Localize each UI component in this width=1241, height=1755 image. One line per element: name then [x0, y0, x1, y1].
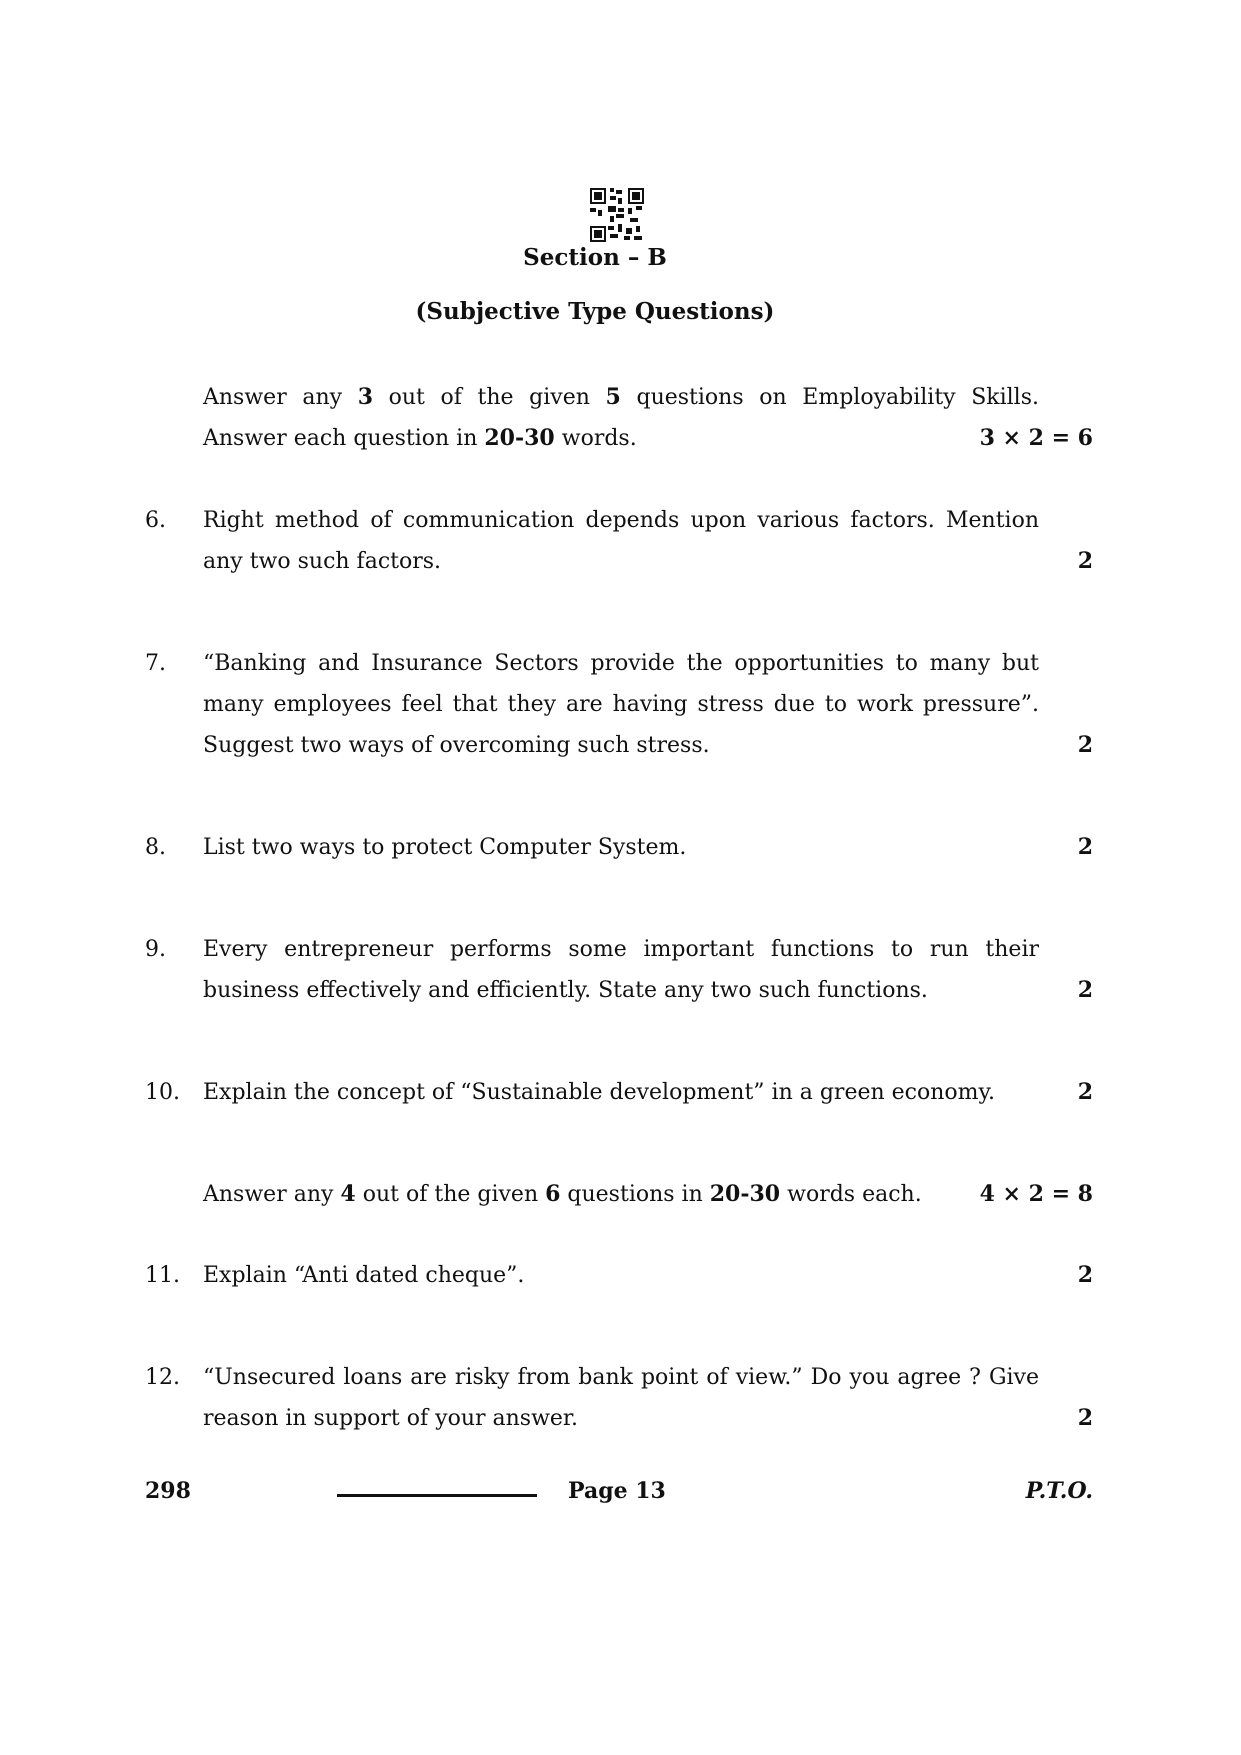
question-marks: 2: [1077, 1079, 1093, 1105]
instruction-marks: 4 × 2 = 8: [979, 1181, 1093, 1207]
question-line: many employees feel that they are having stress due to work pressure”.: [203, 692, 1039, 717]
instruction-line: Answer any 4 out of the given 6 questions in 20-30 words each.: [203, 1181, 922, 1207]
question-number: 6.: [145, 508, 166, 533]
paper-code: 298: [145, 1478, 191, 1504]
section-subtitle: (Subjective Type Questions): [415, 298, 775, 325]
question-marks: 2: [1077, 1405, 1093, 1431]
question-text: [203, 1255, 1043, 1296]
question-line: Right method of communication depends upon various factors. Mention: [203, 508, 1039, 533]
question-number: 11.: [145, 1263, 180, 1288]
please-turn-over: P.T.O.: [1025, 1478, 1093, 1504]
question-number: 7.: [145, 651, 166, 676]
instruction-employability: [203, 377, 1043, 459]
question-text: [203, 1357, 1043, 1439]
question-number: 10.: [145, 1080, 180, 1105]
question-marks: 2: [1077, 977, 1093, 1003]
question-number: 8.: [145, 835, 166, 860]
question-text: [203, 500, 1043, 582]
question-text: [203, 929, 1043, 1011]
question-marks: 2: [1077, 834, 1093, 860]
instruction-marks: 3 × 2 = 6: [979, 425, 1093, 451]
question-line: business effectively and efficiently. State any two such functions.: [203, 978, 928, 1003]
question-marks: 2: [1077, 732, 1093, 758]
question-number: 9.: [145, 937, 166, 962]
question-line: List two ways to protect Computer System.: [203, 835, 687, 860]
question-line: Suggest two ways of overcoming such stress.: [203, 733, 710, 758]
instruction-line-2: Answer each question in 20-30 words.: [203, 425, 637, 451]
question-text: [203, 1072, 1043, 1113]
question-marks: 2: [1077, 1262, 1093, 1288]
question-line: reason in support of your answer.: [203, 1406, 579, 1431]
instruction-second: [203, 1174, 1043, 1215]
instruction-line-1: Answer any 3 out of the given 5 questions on Employability Skills.: [203, 384, 1040, 410]
page-number: Page 13: [568, 1478, 666, 1504]
question-line: Explain the concept of “Sustainable development” in a green economy.: [203, 1080, 995, 1105]
qr-code-icon: [590, 188, 644, 242]
question-text: [203, 827, 1043, 868]
question-line: any two such factors.: [203, 549, 442, 574]
question-text: [203, 643, 1043, 766]
question-line: Every entrepreneur performs some important functions to run their: [203, 937, 1039, 962]
question-line: “Banking and Insurance Sectors provide the opportunities to many but: [203, 651, 1039, 676]
question-line: Explain “Anti dated cheque”.: [203, 1263, 525, 1288]
question-marks: 2: [1077, 548, 1093, 574]
question-line: “Unsecured loans are risky from bank point of view.” Do you agree ? Give: [203, 1365, 1039, 1390]
section-title: Section – B: [523, 244, 667, 271]
question-number: 12.: [145, 1365, 180, 1390]
footer-divider: [337, 1494, 537, 1497]
